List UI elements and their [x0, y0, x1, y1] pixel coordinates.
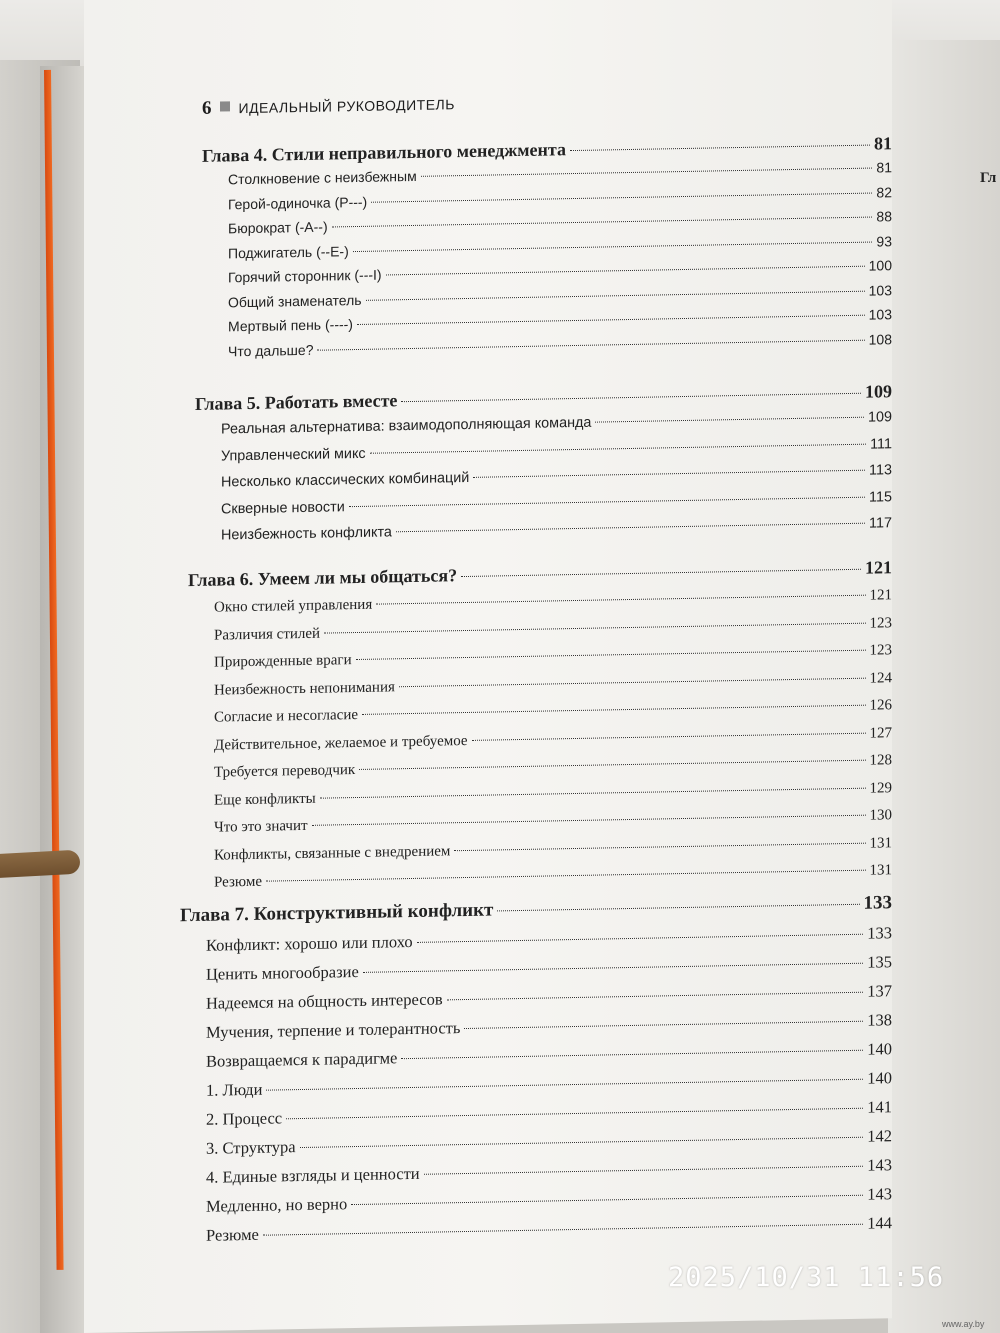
dot-leader — [349, 496, 865, 506]
dot-leader — [595, 417, 864, 423]
dot-leader — [464, 1021, 863, 1029]
toc-entry-title: Поджигатель (--E-) — [228, 242, 349, 261]
toc-entry-page: 121 — [869, 587, 892, 604]
toc-entry-title: Возвращаемся к парадигме — [206, 1048, 398, 1071]
toc-entry — [180, 1155, 892, 1188]
toc-entry-title: Неизбежность конфликта — [221, 524, 392, 544]
toc-entry-title: 1. Люди — [206, 1079, 263, 1100]
toc-entry-title: Несколько классических комбинаций — [221, 469, 470, 491]
toc-entry-title: 2. Процесс — [206, 1108, 283, 1129]
dot-leader — [286, 1108, 863, 1120]
toc-entry-title: Резюме — [214, 873, 263, 891]
toc-entry-page: 123 — [869, 642, 892, 659]
dot-leader — [401, 1050, 863, 1059]
toc-entry-title: Управленческий микс — [221, 445, 366, 464]
pencil — [0, 850, 81, 879]
toc-entry-page: 124 — [869, 669, 892, 687]
toc-entry — [202, 282, 892, 311]
toc-entry-page: 131 — [869, 862, 892, 879]
dot-leader — [417, 934, 864, 943]
toc-entry-title: Что это значит — [214, 817, 308, 836]
toc-entry-title: Надеемся на общность интересов — [206, 989, 443, 1013]
toc-entry-page: 138 — [867, 1010, 892, 1030]
toc-entry — [202, 257, 892, 286]
toc-entry-title: Общий знаменатель — [228, 291, 362, 310]
toc-entry-page: 108 — [868, 330, 892, 348]
toc-entry-title: Столкновение с неизбежным — [228, 167, 417, 188]
dot-leader — [263, 1224, 863, 1236]
toc-entry-page: 143 — [867, 1184, 892, 1204]
facing-page-text: Гл — [980, 170, 997, 186]
toc-entry-page: 117 — [869, 515, 892, 532]
toc-entry-title: Герой-одиночка (P---) — [228, 193, 368, 212]
dot-leader — [454, 842, 865, 851]
toc-entry-page: 103 — [868, 306, 892, 323]
toc-entry-page: 129 — [869, 779, 892, 797]
toc-entry-page: 143 — [867, 1155, 892, 1175]
toc-entry — [180, 1068, 892, 1101]
toc-entry — [188, 615, 892, 645]
toc-entry-page: 100 — [868, 257, 892, 274]
dot-leader — [396, 523, 865, 533]
toc-entry-page: 81 — [876, 159, 892, 176]
toc-entry-page: 123 — [869, 614, 892, 632]
dot-leader — [399, 677, 866, 687]
toc-entry-title: Неизбежность непонимания — [214, 678, 395, 699]
toc-entry-page: 135 — [867, 952, 892, 972]
dot-leader — [570, 145, 870, 151]
toc-entry-page: 109 — [867, 409, 892, 426]
toc-entry-page: 140 — [867, 1039, 892, 1059]
dot-leader — [300, 1137, 864, 1148]
toc-entry — [188, 725, 892, 755]
toc-entry-title: Различия стилей — [214, 625, 321, 644]
toc-chapter-heading — [188, 557, 892, 591]
toc-entry-title: Согласие и несогласие — [214, 706, 359, 726]
dot-leader — [447, 992, 864, 1001]
toc-chapter-heading-title: Глава 5. Работать вместе — [195, 390, 398, 414]
toc-chapter-heading-title: Глава 4. Стили неправильного менеджмента — [202, 139, 566, 166]
dot-leader — [386, 266, 865, 276]
square-bullet-icon — [220, 101, 230, 111]
toc-entry-title: Медленно, но верно — [206, 1194, 348, 1216]
dot-leader — [421, 168, 873, 177]
dot-leader — [324, 622, 865, 633]
watermark: www.ay.by — [942, 1319, 985, 1329]
toc-entry-page: 93 — [876, 232, 892, 249]
toc-entry — [180, 1213, 892, 1246]
dot-leader — [357, 315, 865, 325]
toc-entry — [188, 780, 892, 810]
dot-leader — [320, 787, 866, 798]
dot-leader — [332, 217, 873, 228]
dot-leader — [371, 192, 872, 202]
dot-leader — [473, 470, 865, 478]
toc-entry-page: 133 — [867, 923, 892, 943]
toc-entry-title: 4. Единые взгляды и ценности — [206, 1163, 420, 1187]
toc-entry-title: Ценить многообразие — [206, 961, 359, 984]
toc-entry-title: Резюме — [206, 1224, 259, 1245]
toc-entry — [202, 306, 892, 335]
toc-entry-title: Скверные новости — [221, 498, 345, 517]
toc-chapter-heading-title: Глава 7. Конструктивный конфликт — [180, 899, 494, 927]
page-number: 6 — [202, 97, 212, 119]
toc-entry-title: Мучения, терпение и толерантность — [206, 1018, 461, 1042]
toc-entry — [188, 670, 892, 700]
toc-entry — [202, 233, 892, 262]
dot-leader — [353, 241, 873, 252]
toc-entry-page: 142 — [867, 1126, 892, 1146]
toc-entry — [188, 587, 892, 617]
dot-leader — [359, 760, 865, 770]
toc-entry-title: Горячий сторонник (---I) — [228, 266, 382, 286]
toc-chapter-heading-title: Глава 6. Умеем ли мы общаться? — [188, 565, 458, 591]
toc-entry — [195, 436, 892, 465]
photo-timestamp: 2025/10/31 11:56 — [668, 1262, 945, 1293]
toc-entry — [188, 697, 892, 727]
dot-leader — [401, 393, 861, 402]
toc-entry — [180, 1097, 892, 1130]
book-page — [84, 0, 892, 1333]
toc-entry-page: 113 — [869, 462, 892, 479]
toc-entry — [180, 1039, 892, 1072]
toc-entry-page: 115 — [869, 488, 892, 506]
dot-leader — [362, 705, 865, 715]
toc-entry-page: 144 — [867, 1213, 892, 1233]
toc-entry-page: 82 — [876, 183, 892, 200]
dot-leader — [351, 1195, 863, 1205]
dot-leader — [266, 870, 865, 882]
dot-leader — [370, 443, 867, 453]
toc-entry-title: Реальная альтернатива: взаимодополняющая команда — [221, 414, 592, 438]
dot-leader — [356, 650, 866, 660]
toc-entry — [195, 489, 892, 518]
toc-entry-title: Конфликт: хорошо или плохо — [206, 931, 413, 955]
toc-entry — [180, 1126, 892, 1159]
toc-entry-page: 140 — [867, 1068, 892, 1088]
toc-chapter-heading-page: 133 — [863, 892, 892, 914]
dot-leader — [497, 904, 859, 912]
toc-entry — [195, 462, 892, 491]
toc-entry-title: Окно стилей управления — [214, 596, 373, 616]
book-title: ИДЕАЛЬНЫЙ РУКОВОДИТЕЛЬ — [238, 96, 455, 117]
toc-entry — [188, 835, 892, 865]
toc-entry — [202, 208, 892, 237]
toc-entry-page: 131 — [869, 834, 892, 852]
toc-entry-page: 88 — [876, 208, 892, 225]
toc-entry-page: 103 — [868, 281, 892, 299]
dot-leader — [472, 732, 866, 740]
toc-entry — [202, 331, 892, 360]
toc-entry-title: Действительное, желаемое и требуемое — [214, 732, 468, 754]
toc-entry-page: 111 — [870, 435, 892, 453]
dot-leader — [312, 815, 866, 826]
toc-chapter-heading — [180, 892, 892, 927]
toc-entry — [188, 807, 892, 837]
facing-page — [888, 40, 1000, 1333]
toc-chapter-heading — [195, 381, 892, 415]
dot-leader — [317, 339, 864, 350]
toc-entry — [188, 752, 892, 782]
toc-entry — [188, 642, 892, 672]
dot-leader — [424, 1166, 864, 1175]
dot-leader — [461, 569, 861, 577]
dot-leader — [376, 595, 865, 605]
toc-entry-page: 137 — [867, 981, 892, 1001]
toc-entry-page: 127 — [869, 724, 892, 742]
toc-entry-page: 126 — [869, 697, 892, 714]
toc-entry-title: Бюрократ (-A--) — [228, 218, 328, 237]
toc-entry — [180, 952, 892, 985]
running-header — [202, 93, 455, 120]
toc-chapter-heading-page: 109 — [865, 381, 892, 402]
toc-entry — [180, 923, 892, 956]
toc-entry-page: 128 — [869, 752, 892, 769]
toc-entry-title: Еще конфликты — [214, 790, 316, 809]
dot-leader — [363, 963, 863, 973]
toc-entry-page: 141 — [867, 1097, 892, 1117]
toc-chapter-heading-page: 121 — [865, 557, 892, 578]
toc-entry — [195, 515, 892, 544]
toc-entry — [188, 862, 892, 892]
toc-entry-title: Требуется переводчик — [214, 762, 356, 781]
toc-entry-title: Мертвый пень (----) — [228, 316, 353, 335]
toc-entry-title: Прирожденные враги — [214, 652, 352, 671]
dot-leader — [266, 1079, 863, 1091]
toc-entry-page: 130 — [869, 807, 892, 824]
toc-entry — [202, 184, 892, 213]
toc-entry — [180, 981, 892, 1014]
toc-entry-title: Конфликты, связанные с внедрением — [214, 842, 451, 864]
toc-entry — [180, 1010, 892, 1043]
toc-chapter-heading-page: 81 — [874, 133, 892, 154]
toc-entry — [180, 1184, 892, 1217]
toc-entry-title: Что дальше? — [228, 341, 314, 359]
toc-entry — [195, 409, 892, 438]
dot-leader — [366, 290, 865, 300]
toc-entry-title: 3. Структура — [206, 1137, 296, 1158]
